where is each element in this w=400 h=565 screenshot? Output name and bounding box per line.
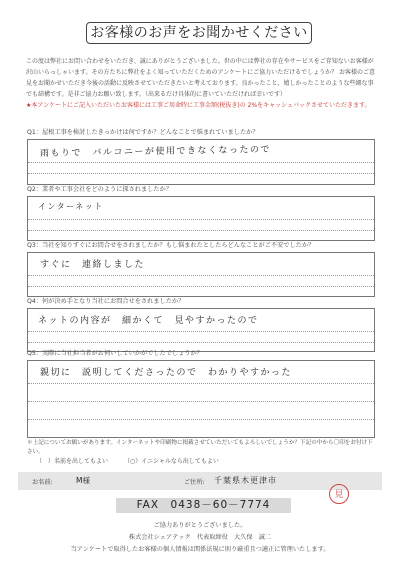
publish-option-name: （ ）名前を出してもよい — [36, 458, 109, 465]
question-3-answer: すぐに 連絡しました — [40, 260, 146, 270]
question-4-answer-box — [27, 308, 375, 352]
address-label: ご住所: — [184, 479, 205, 486]
dotted-line — [28, 342, 374, 343]
dotted-line — [28, 275, 374, 276]
question-1-label: Q1：屋根工事を検討したきっかけは何ですか？どんなことで悩まれていましたか？ — [27, 129, 259, 136]
publish-notice: ＊上記についてお願いがあります。インターネットや印刷物に掲載させていただいてもよろしいでしょうか？下記の中から〇印をお付け下さい。 — [27, 440, 373, 455]
question-5-label: Q5：実際に当社担当者がお伺いしていかがでしたでしょうか？ — [27, 350, 203, 357]
page-title: お客様のお声をお聞かせください — [86, 22, 312, 44]
address-value: 千葉県木更津市 — [214, 476, 277, 485]
question-5-answer: 親切に 説明してくださったので わかりやすかった — [40, 368, 293, 378]
intro-section — [26, 56, 378, 111]
seal-stamp: 見 — [329, 484, 349, 504]
question-1-answer-box — [27, 139, 375, 185]
question-1-answer: 雨もりで バルコニーが使用できなくなったので — [39, 144, 272, 159]
dotted-line — [28, 419, 374, 420]
privacy-note: 当アンケートで取得したお客様の個人情報は関係法規に則り厳重且つ適正に管理いたします。 — [70, 546, 330, 553]
dotted-line — [28, 401, 374, 402]
dotted-line — [28, 173, 374, 174]
question-3-answer-box — [27, 252, 375, 297]
question-3-label: Q3：当社を知りすぐにお問合せをされましたか？もし悩まれたとしたらどんなことがご不安でしたか？ — [27, 242, 315, 249]
company-line: 株式会社シェアテック 代表取締役 大久保 誠二 — [128, 534, 272, 541]
name-value: M様 — [76, 476, 90, 485]
customer-info-bar — [18, 472, 382, 490]
question-5-answer-box — [27, 360, 375, 438]
fax-number: FAX 0438－60－7774 — [116, 498, 291, 513]
dotted-line — [28, 230, 374, 231]
question-4-answer: ネットの内容が 細かくて 見やすかったので — [38, 316, 259, 326]
thanks-text: ご協力ありがとうございました。 — [153, 522, 247, 529]
cashback-note: ★本アンケートにご記入いただいたお客様には工事ご用命時に工事金額(税抜き)の 2%をキャッシュバックさせていただきます。 — [26, 102, 371, 109]
dotted-line — [28, 286, 374, 287]
name-label: お名前: — [32, 479, 53, 486]
dotted-line — [28, 219, 374, 220]
dotted-line — [28, 383, 374, 384]
question-2-answer: インターネット — [38, 202, 104, 211]
intro-text: この度は弊社にお問い合わせをいただき、誠にありがとうございました。世の中には弊社の存在やサービスをご存知ないお客様が沢山いらっしゃいます。その方たちに弊社をよく知っていただくためのアンケートにご協力いただけるでしょうか？ お客様のご意見をお聞かせいただき今後の活動に反映させていただきたいと考えております。良かったこと、嬉しかったことのような些細な事でも結構です。是非ご協力お願い致します。（出来るだけ具体的に書いていただければ幸いです） — [26, 58, 376, 98]
question-2-answer-box — [27, 196, 375, 241]
publish-option-initial: （○）イニシャルなら出してもよい — [124, 458, 219, 465]
question-4-label: Q4：何が決め手となり当社にお問合せをされましたか？ — [27, 298, 185, 305]
question-2-label: Q2：業者や工事会社をどのように探されましたか？ — [27, 186, 172, 193]
dotted-line — [28, 331, 374, 332]
dotted-line — [28, 162, 374, 163]
